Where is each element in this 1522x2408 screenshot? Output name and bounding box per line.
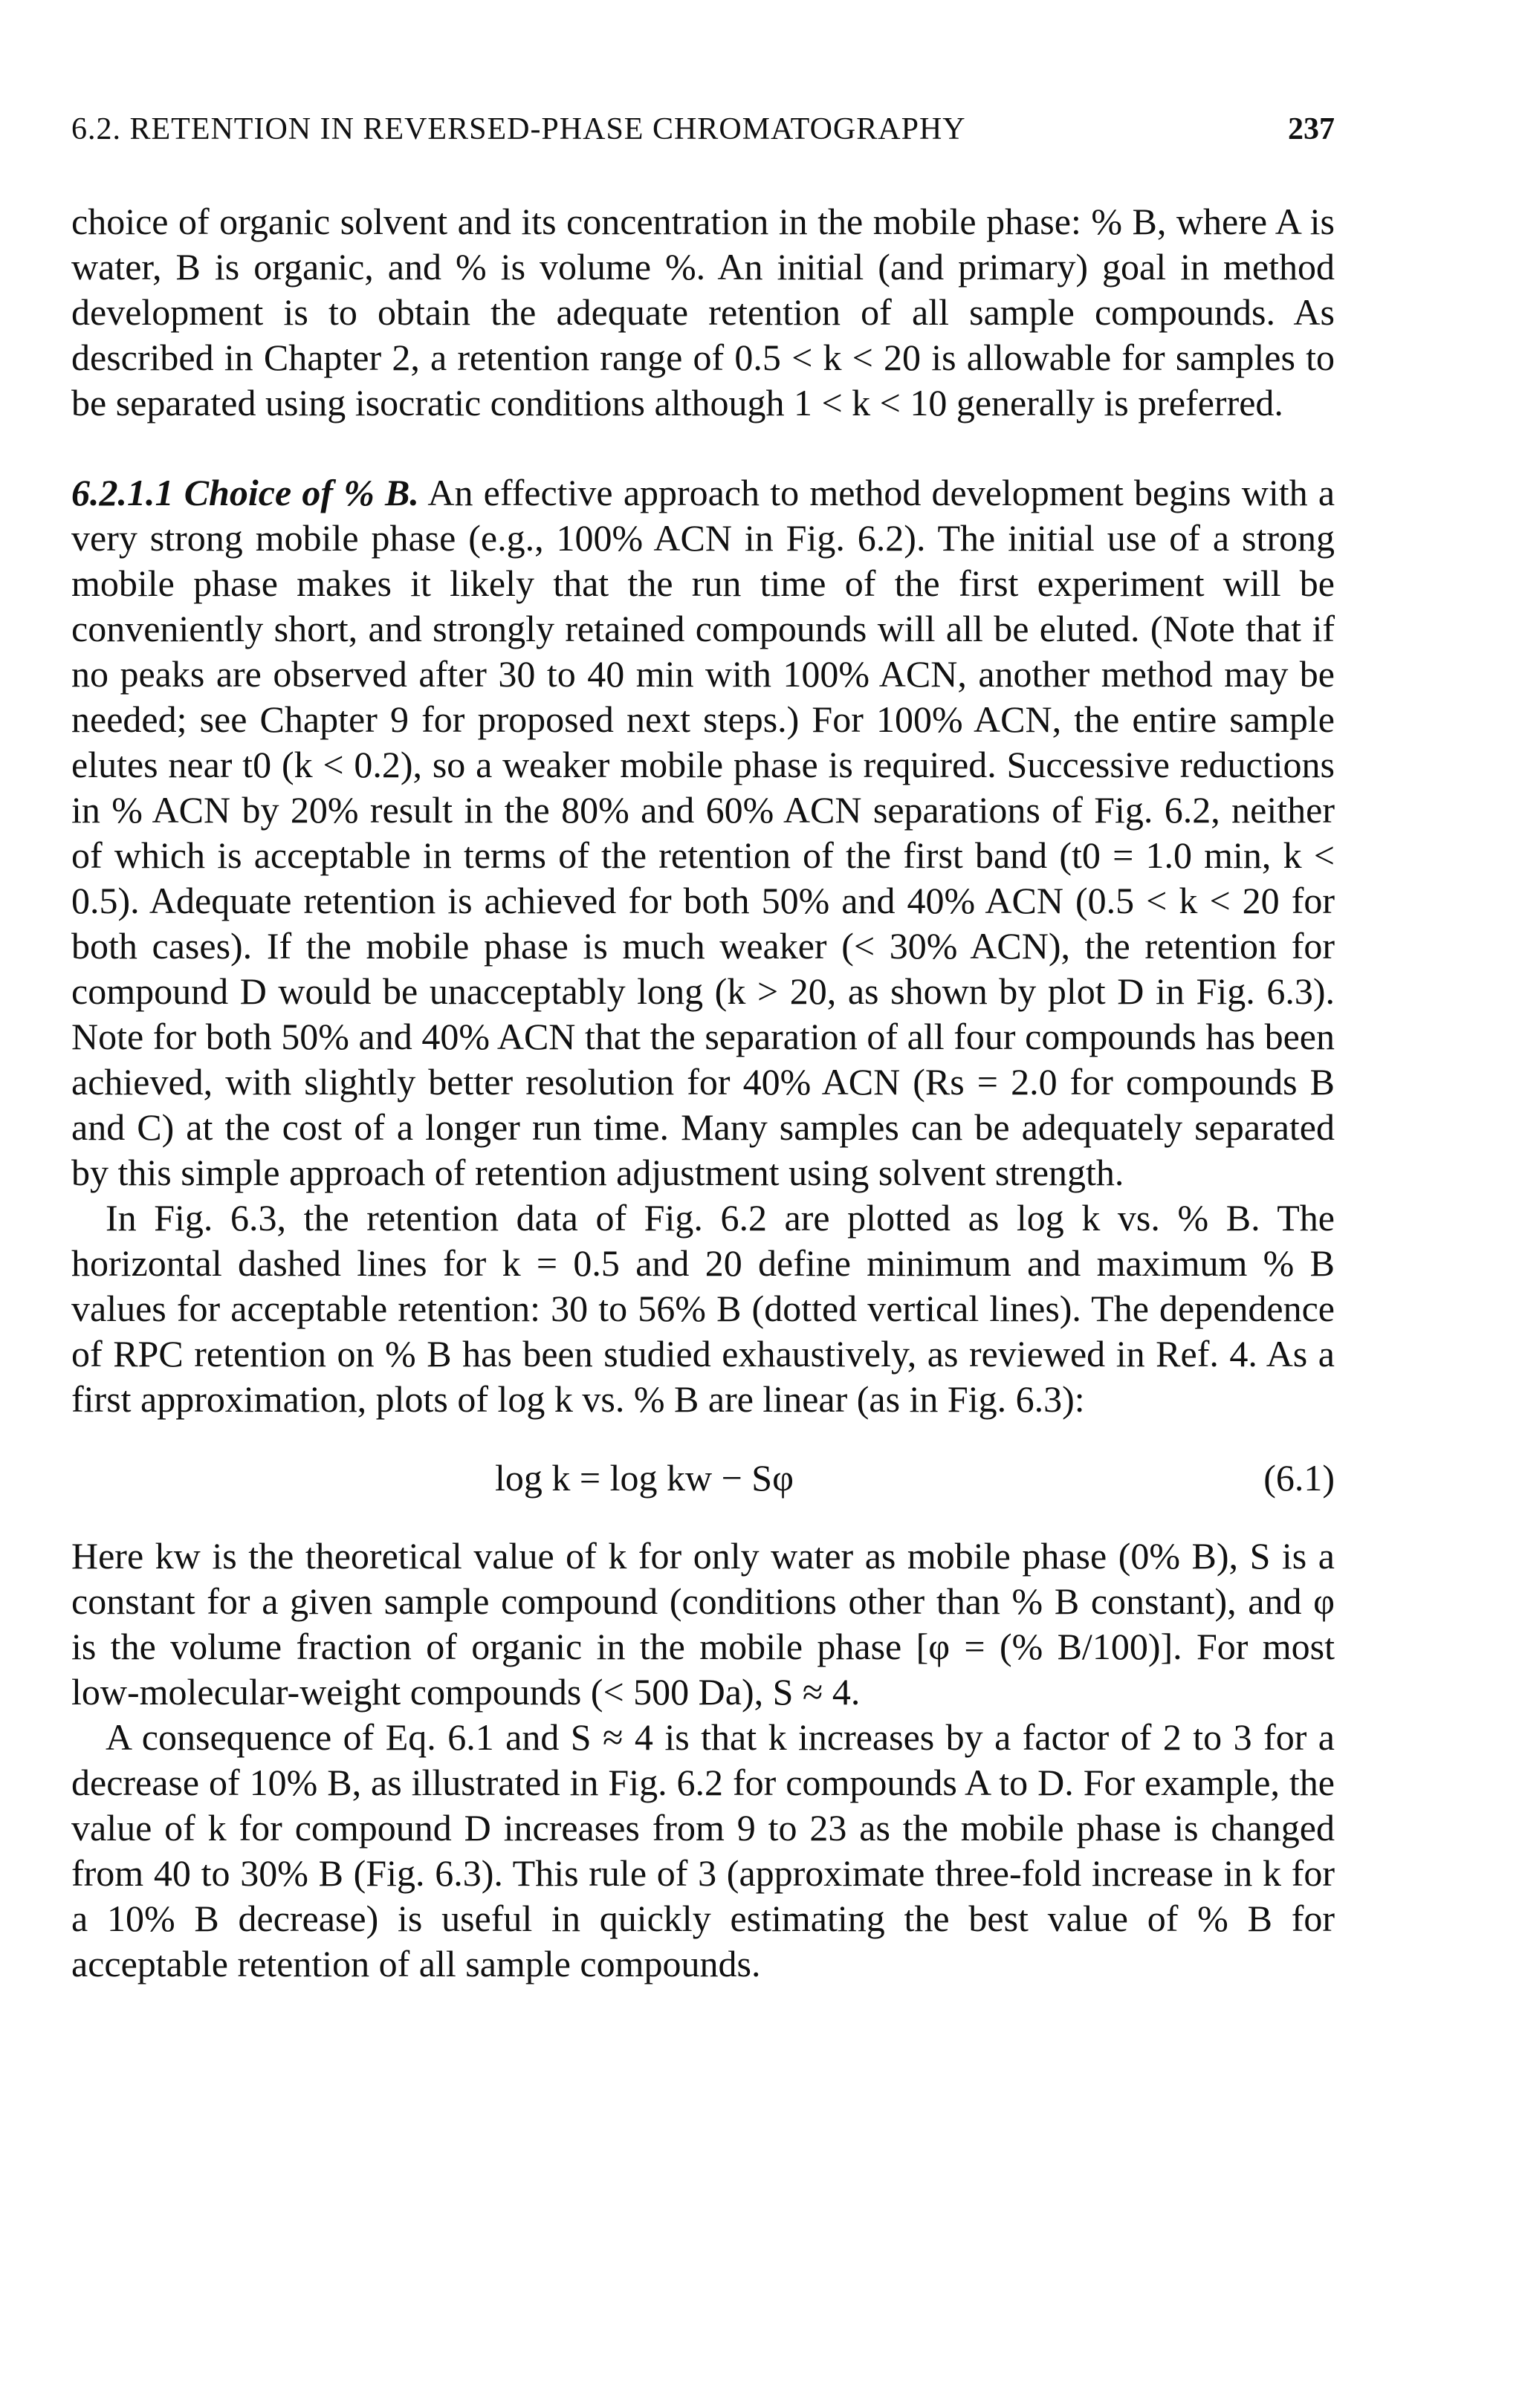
section-number: 6.2.1.1	[71, 472, 174, 513]
section-title: Choice of % B.	[184, 472, 419, 513]
running-head	[71, 111, 1335, 147]
section-paragraph	[71, 470, 1335, 1195]
page-number: 237	[1288, 112, 1335, 146]
equation-6-1	[71, 1422, 1335, 1534]
running-head-title: 6.2. RETENTION IN REVERSED-PHASE CHROMATOGRAPHY	[71, 112, 966, 146]
page	[71, 111, 1335, 1987]
section-text: An effective approach to method development begins with a very strong mobile phase (e.g., 100% ACN in Fig. 6.2). The initial use of a strong mobile phase makes it likely that the run time of the first experiment will be conveniently short, and strongly retained compounds will all be eluted. (Note that if no peaks are observed after 30 to 40 min with 100% ACN, another method may be needed; see Chapter 9 for proposed next steps.) For 100% ACN, the entire sample elutes near t0 (k < 0.2), so a weaker mobile phase is required. Successive reductions in % ACN by 20% result in the 80% and 60% ACN separations of Fig. 6.2, neither of which is acceptable in terms of the retention of the first band (t0 = 1.0 min, k < 0.5). Adequate retention is achieved for both 50% and 40% ACN (0.5 < k < 20 for both cases). If the mobile phase is much weaker (< 30% ACN), the retention for compound D would be unacceptably long (k > 20, as shown by plot D in Fig. 6.3). Note for both 50% and 40% ACN that the separation of all four compounds has been achieved, with slightly better resolution for 40% ACN (Rs = 2.0 for compounds B and C) at the cost of a longer run time. Many samples can be adequately separated by this simple approach of retention adjustment using solvent strength.	[71, 472, 1335, 1193]
paragraph-4: Here kw is the theoretical value of k for only water as mobile phase (0% B), S is a constant for a given sample compound (conditions other than % B constant), and φ is the volume fraction of organic in the mobile phase [φ = (% B/100)]. For most low-molecular-weight compounds (< 500 Da), S ≈ 4.	[71, 1535, 1335, 1713]
paragraph-3: In Fig. 6.3, the retention data of Fig. 6.2 are plotted as log k vs. % B. The horizontal dashed lines for k = 0.5 and 20 define minimum and maximum % B values for acceptable retention: 30 to 56% B (dotted vertical lines). The dependence of RPC retention on % B has been studied exhaustively, as reviewed in Ref. 4. As a first approximation, plots of log k vs. % B are linear (as in Fig. 6.3):	[71, 1197, 1335, 1420]
equation-body: log k = log kw − Sφ	[495, 1457, 794, 1499]
equation-number: (6.1)	[1263, 1457, 1335, 1499]
paragraph-1: choice of organic solvent and its concentration in the mobile phase: % B, where A is water, B is organic, and % is volume %. An initial (and primary) goal in method development is to obtain the adequate retention of all sample compounds. As described in Chapter 2, a retention range of 0.5 < k < 20 is allowable for samples to be separated using isocratic conditions although 1 < k < 10 generally is preferred.	[71, 201, 1335, 423]
paragraph-5: A consequence of Eq. 6.1 and S ≈ 4 is that k increases by a factor of 2 to 3 for a decrease of 10% B, as illustrated in Fig. 6.2 for compounds A to D. For example, the value of k for compound D increases from 9 to 23 as the mobile phase is changed from 40 to 30% B (Fig. 6.3). This rule of 3 (approximate three-fold increase in k for a 10% B decrease) is useful in quickly estimating the best value of % B for acceptable retention of all sample compounds.	[71, 1716, 1335, 1985]
